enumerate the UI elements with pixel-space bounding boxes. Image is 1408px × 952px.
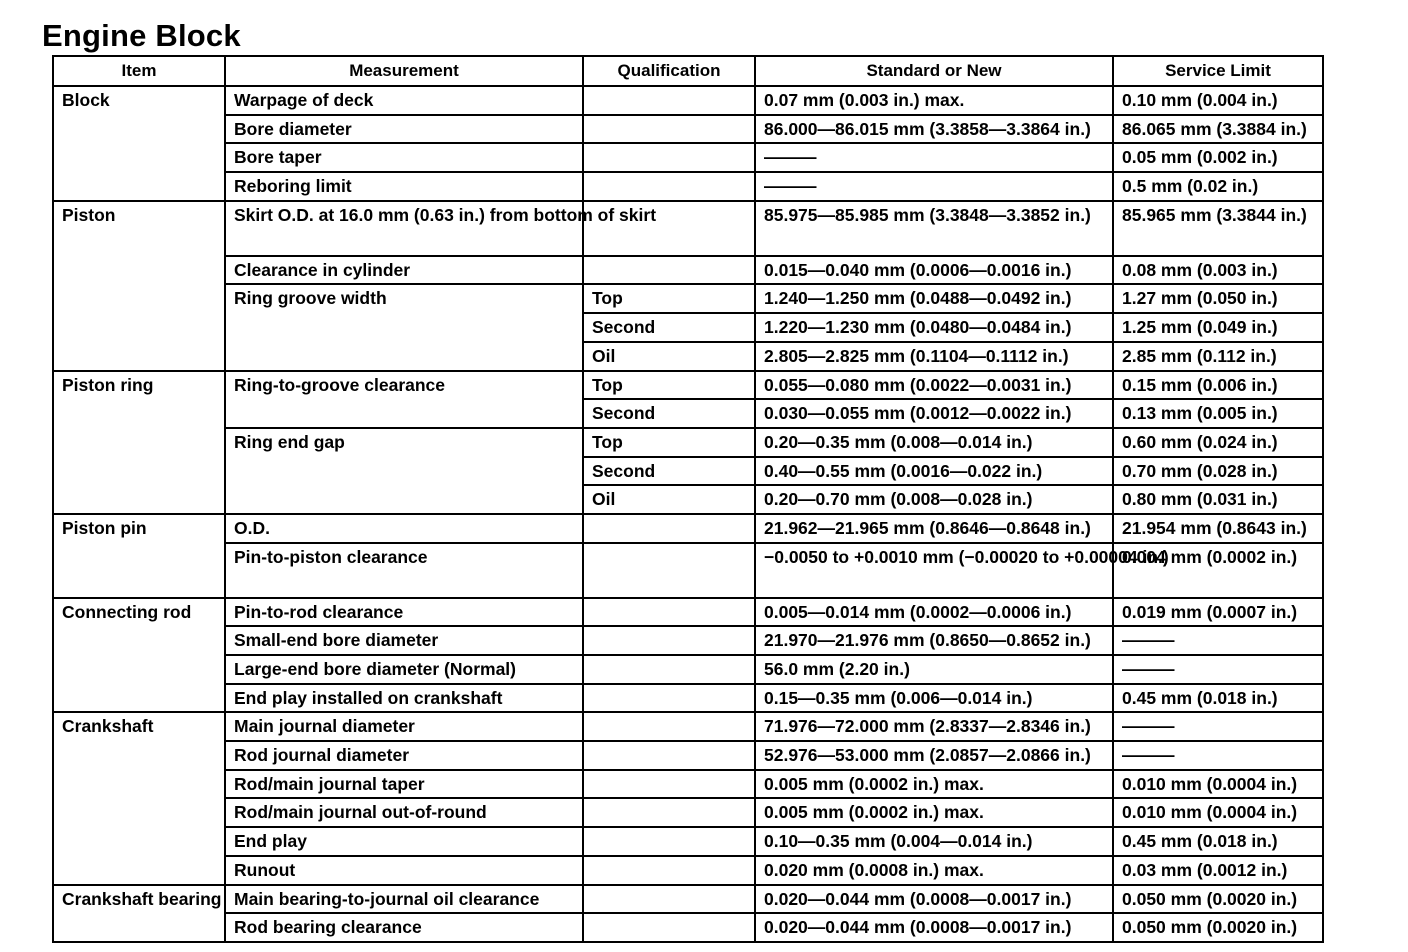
limit-cell: 0.15 mm (0.006 in.)	[1113, 371, 1323, 400]
limit-cell: 0.70 mm (0.028 in.)	[1113, 457, 1323, 486]
limit-cell: 0.60 mm (0.024 in.)	[1113, 428, 1323, 457]
table-row	[53, 712, 1323, 741]
page-title: Engine Block	[42, 18, 241, 53]
standard-cell: 0.07 mm (0.003 in.) max.	[755, 86, 1113, 115]
standard-cell: 1.240—1.250 mm (0.0488—0.0492 in.)	[755, 284, 1113, 313]
header-measurement: Measurement	[225, 56, 583, 86]
table-row	[53, 428, 1323, 457]
item-cell: Piston	[53, 201, 225, 371]
limit-cell: 0.5 mm (0.02 in.)	[1113, 172, 1323, 201]
standard-cell: 0.005 mm (0.0002 in.) max.	[755, 770, 1113, 799]
item-cell: Crankshaft	[53, 712, 225, 884]
qualification-cell: Second	[583, 399, 755, 428]
limit-cell: ———	[1113, 655, 1323, 684]
limit-cell: 0.050 mm (0.0020 in.)	[1113, 885, 1323, 914]
header-standard: Standard or New	[755, 56, 1113, 86]
limit-cell: 0.010 mm (0.0004 in.)	[1113, 798, 1323, 827]
qualification-cell	[583, 655, 755, 684]
standard-cell: 0.030—0.055 mm (0.0012—0.0022 in.)	[755, 399, 1113, 428]
qualification-cell: Top	[583, 371, 755, 400]
measurement-cell: Small-end bore diameter	[225, 626, 583, 655]
limit-cell: 0.08 mm (0.003 in.)	[1113, 256, 1323, 285]
table-row	[53, 741, 1323, 770]
standard-cell: 85.975—85.985 mm (3.3848—3.3852 in.)	[755, 201, 1113, 256]
qualification-cell	[583, 913, 755, 942]
table-row	[53, 514, 1323, 543]
qualification-cell	[583, 684, 755, 713]
table-row	[53, 913, 1323, 942]
table-row	[53, 256, 1323, 285]
standard-cell: 0.020 mm (0.0008 in.) max.	[755, 856, 1113, 885]
limit-cell: 1.25 mm (0.049 in.)	[1113, 313, 1323, 342]
limit-cell: 21.954 mm (0.8643 in.)	[1113, 514, 1323, 543]
limit-cell: 0.45 mm (0.018 in.)	[1113, 684, 1323, 713]
table-row	[53, 798, 1323, 827]
header-qualification: Qualification	[583, 56, 755, 86]
measurement-cell: Rod/main journal taper	[225, 770, 583, 799]
table-row	[53, 598, 1323, 627]
measurement-cell: Bore taper	[225, 143, 583, 172]
table-row	[53, 684, 1323, 713]
measurement-cell: End play installed on crankshaft	[225, 684, 583, 713]
qualification-cell: Oil	[583, 342, 755, 371]
measurement-cell: Rod journal diameter	[225, 741, 583, 770]
qualification-cell	[583, 741, 755, 770]
limit-cell: 0.13 mm (0.005 in.)	[1113, 399, 1323, 428]
measurement-cell: Bore diameter	[225, 115, 583, 144]
standard-cell: ———	[755, 143, 1113, 172]
qualification-cell	[583, 598, 755, 627]
limit-cell: 0.004 mm (0.0002 in.)	[1113, 543, 1323, 598]
table-row	[53, 172, 1323, 201]
limit-cell: 0.050 mm (0.0020 in.)	[1113, 913, 1323, 942]
qualification-cell	[583, 172, 755, 201]
limit-cell: ———	[1113, 626, 1323, 655]
measurement-cell: Pin-to-piston clearance	[225, 543, 583, 598]
measurement-cell: Reboring limit	[225, 172, 583, 201]
measurement-cell: Ring groove width	[225, 284, 583, 370]
limit-cell: 86.065 mm (3.3884 in.)	[1113, 115, 1323, 144]
standard-cell: 0.20—0.35 mm (0.008—0.014 in.)	[755, 428, 1113, 457]
table-row	[53, 543, 1323, 598]
measurement-cell: Clearance in cylinder	[225, 256, 583, 285]
qualification-cell	[583, 770, 755, 799]
standard-cell: 2.805—2.825 mm (0.1104—0.1112 in.)	[755, 342, 1113, 371]
measurement-cell: Runout	[225, 856, 583, 885]
standard-cell: 0.005 mm (0.0002 in.) max.	[755, 798, 1113, 827]
qualification-cell	[583, 626, 755, 655]
table-row	[53, 856, 1323, 885]
measurement-cell: O.D.	[225, 514, 583, 543]
qualification-cell: Second	[583, 457, 755, 486]
limit-cell: 0.10 mm (0.004 in.)	[1113, 86, 1323, 115]
table-row	[53, 201, 1323, 256]
standard-cell: ———	[755, 172, 1113, 201]
header-item: Item	[53, 56, 225, 86]
standard-cell: 0.015—0.040 mm (0.0006—0.0016 in.)	[755, 256, 1113, 285]
qualification-cell	[583, 798, 755, 827]
measurement-cell: Main bearing-to-journal oil clearance	[225, 885, 583, 914]
table-row	[53, 655, 1323, 684]
qualification-cell: Second	[583, 313, 755, 342]
table-row	[53, 284, 1323, 313]
header-service-limit: Service Limit	[1113, 56, 1323, 86]
measurement-cell: Pin-to-rod clearance	[225, 598, 583, 627]
standard-cell: 52.976—53.000 mm (2.0857—2.0866 in.)	[755, 741, 1113, 770]
limit-cell: ———	[1113, 741, 1323, 770]
table-row	[53, 626, 1323, 655]
limit-cell: 0.03 mm (0.0012 in.)	[1113, 856, 1323, 885]
standard-cell: 0.055—0.080 mm (0.0022—0.0031 in.)	[755, 371, 1113, 400]
standard-cell: 21.962—21.965 mm (0.8646—0.8648 in.)	[755, 514, 1113, 543]
standard-cell: 0.020—0.044 mm (0.0008—0.0017 in.)	[755, 913, 1113, 942]
item-cell: Crankshaft bearing	[53, 885, 225, 942]
limit-cell: 0.010 mm (0.0004 in.)	[1113, 770, 1323, 799]
measurement-cell: Ring end gap	[225, 428, 583, 514]
qualification-cell	[583, 827, 755, 856]
item-cell: Block	[53, 86, 225, 201]
qualification-cell	[583, 143, 755, 172]
qualification-cell	[583, 543, 755, 598]
qualification-cell	[583, 514, 755, 543]
limit-cell: 85.965 mm (3.3844 in.)	[1113, 201, 1323, 256]
table-row	[53, 827, 1323, 856]
table-row	[53, 770, 1323, 799]
qualification-cell: Top	[583, 284, 755, 313]
standard-cell: 1.220—1.230 mm (0.0480—0.0484 in.)	[755, 313, 1113, 342]
qualification-cell	[583, 115, 755, 144]
standard-cell: 0.10—0.35 mm (0.004—0.014 in.)	[755, 827, 1113, 856]
item-cell: Piston pin	[53, 514, 225, 598]
limit-cell: 2.85 mm (0.112 in.)	[1113, 342, 1323, 371]
engine-block-spec-table	[52, 55, 1324, 943]
qualification-cell	[583, 712, 755, 741]
table-row	[53, 371, 1323, 400]
measurement-cell: Warpage of deck	[225, 86, 583, 115]
qualification-cell	[583, 86, 755, 115]
standard-cell: 0.005—0.014 mm (0.0002—0.0006 in.)	[755, 598, 1113, 627]
standard-cell: 0.020—0.044 mm (0.0008—0.0017 in.)	[755, 885, 1113, 914]
standard-cell: 0.40—0.55 mm (0.0016—0.022 in.)	[755, 457, 1113, 486]
measurement-cell: Rod/main journal out-of-round	[225, 798, 583, 827]
qualification-cell	[583, 856, 755, 885]
limit-cell: 1.27 mm (0.050 in.)	[1113, 284, 1323, 313]
measurement-cell: Main journal diameter	[225, 712, 583, 741]
limit-cell: 0.45 mm (0.018 in.)	[1113, 827, 1323, 856]
limit-cell: 0.80 mm (0.031 in.)	[1113, 485, 1323, 514]
standard-cell: 86.000—86.015 mm (3.3858—3.3864 in.)	[755, 115, 1113, 144]
measurement-cell: Ring-to-groove clearance	[225, 371, 583, 428]
measurement-cell: Large-end bore diameter (Normal)	[225, 655, 583, 684]
standard-cell: 0.15—0.35 mm (0.006—0.014 in.)	[755, 684, 1113, 713]
table-row	[53, 885, 1323, 914]
qualification-cell: Oil	[583, 485, 755, 514]
measurement-cell: Skirt O.D. at 16.0 mm (0.63 in.) from bottom of skirt	[225, 201, 583, 256]
standard-cell: −0.0050 to +0.0010 mm (−0.00020 to +0.00004 in.)	[755, 543, 1113, 598]
standard-cell: 0.20—0.70 mm (0.008—0.028 in.)	[755, 485, 1113, 514]
measurement-cell: Rod bearing clearance	[225, 913, 583, 942]
measurement-cell: End play	[225, 827, 583, 856]
qualification-cell: Top	[583, 428, 755, 457]
table-row	[53, 115, 1323, 144]
limit-cell: 0.019 mm (0.0007 in.)	[1113, 598, 1323, 627]
table-row	[53, 86, 1323, 115]
qualification-cell	[583, 885, 755, 914]
limit-cell: 0.05 mm (0.002 in.)	[1113, 143, 1323, 172]
table-row	[53, 143, 1323, 172]
standard-cell: 56.0 mm (2.20 in.)	[755, 655, 1113, 684]
table-header-row	[53, 56, 1323, 86]
standard-cell: 21.970—21.976 mm (0.8650—0.8652 in.)	[755, 626, 1113, 655]
item-cell: Piston ring	[53, 371, 225, 514]
qualification-cell	[583, 256, 755, 285]
standard-cell: 71.976—72.000 mm (2.8337—2.8346 in.)	[755, 712, 1113, 741]
limit-cell: ———	[1113, 712, 1323, 741]
item-cell: Connecting rod	[53, 598, 225, 713]
